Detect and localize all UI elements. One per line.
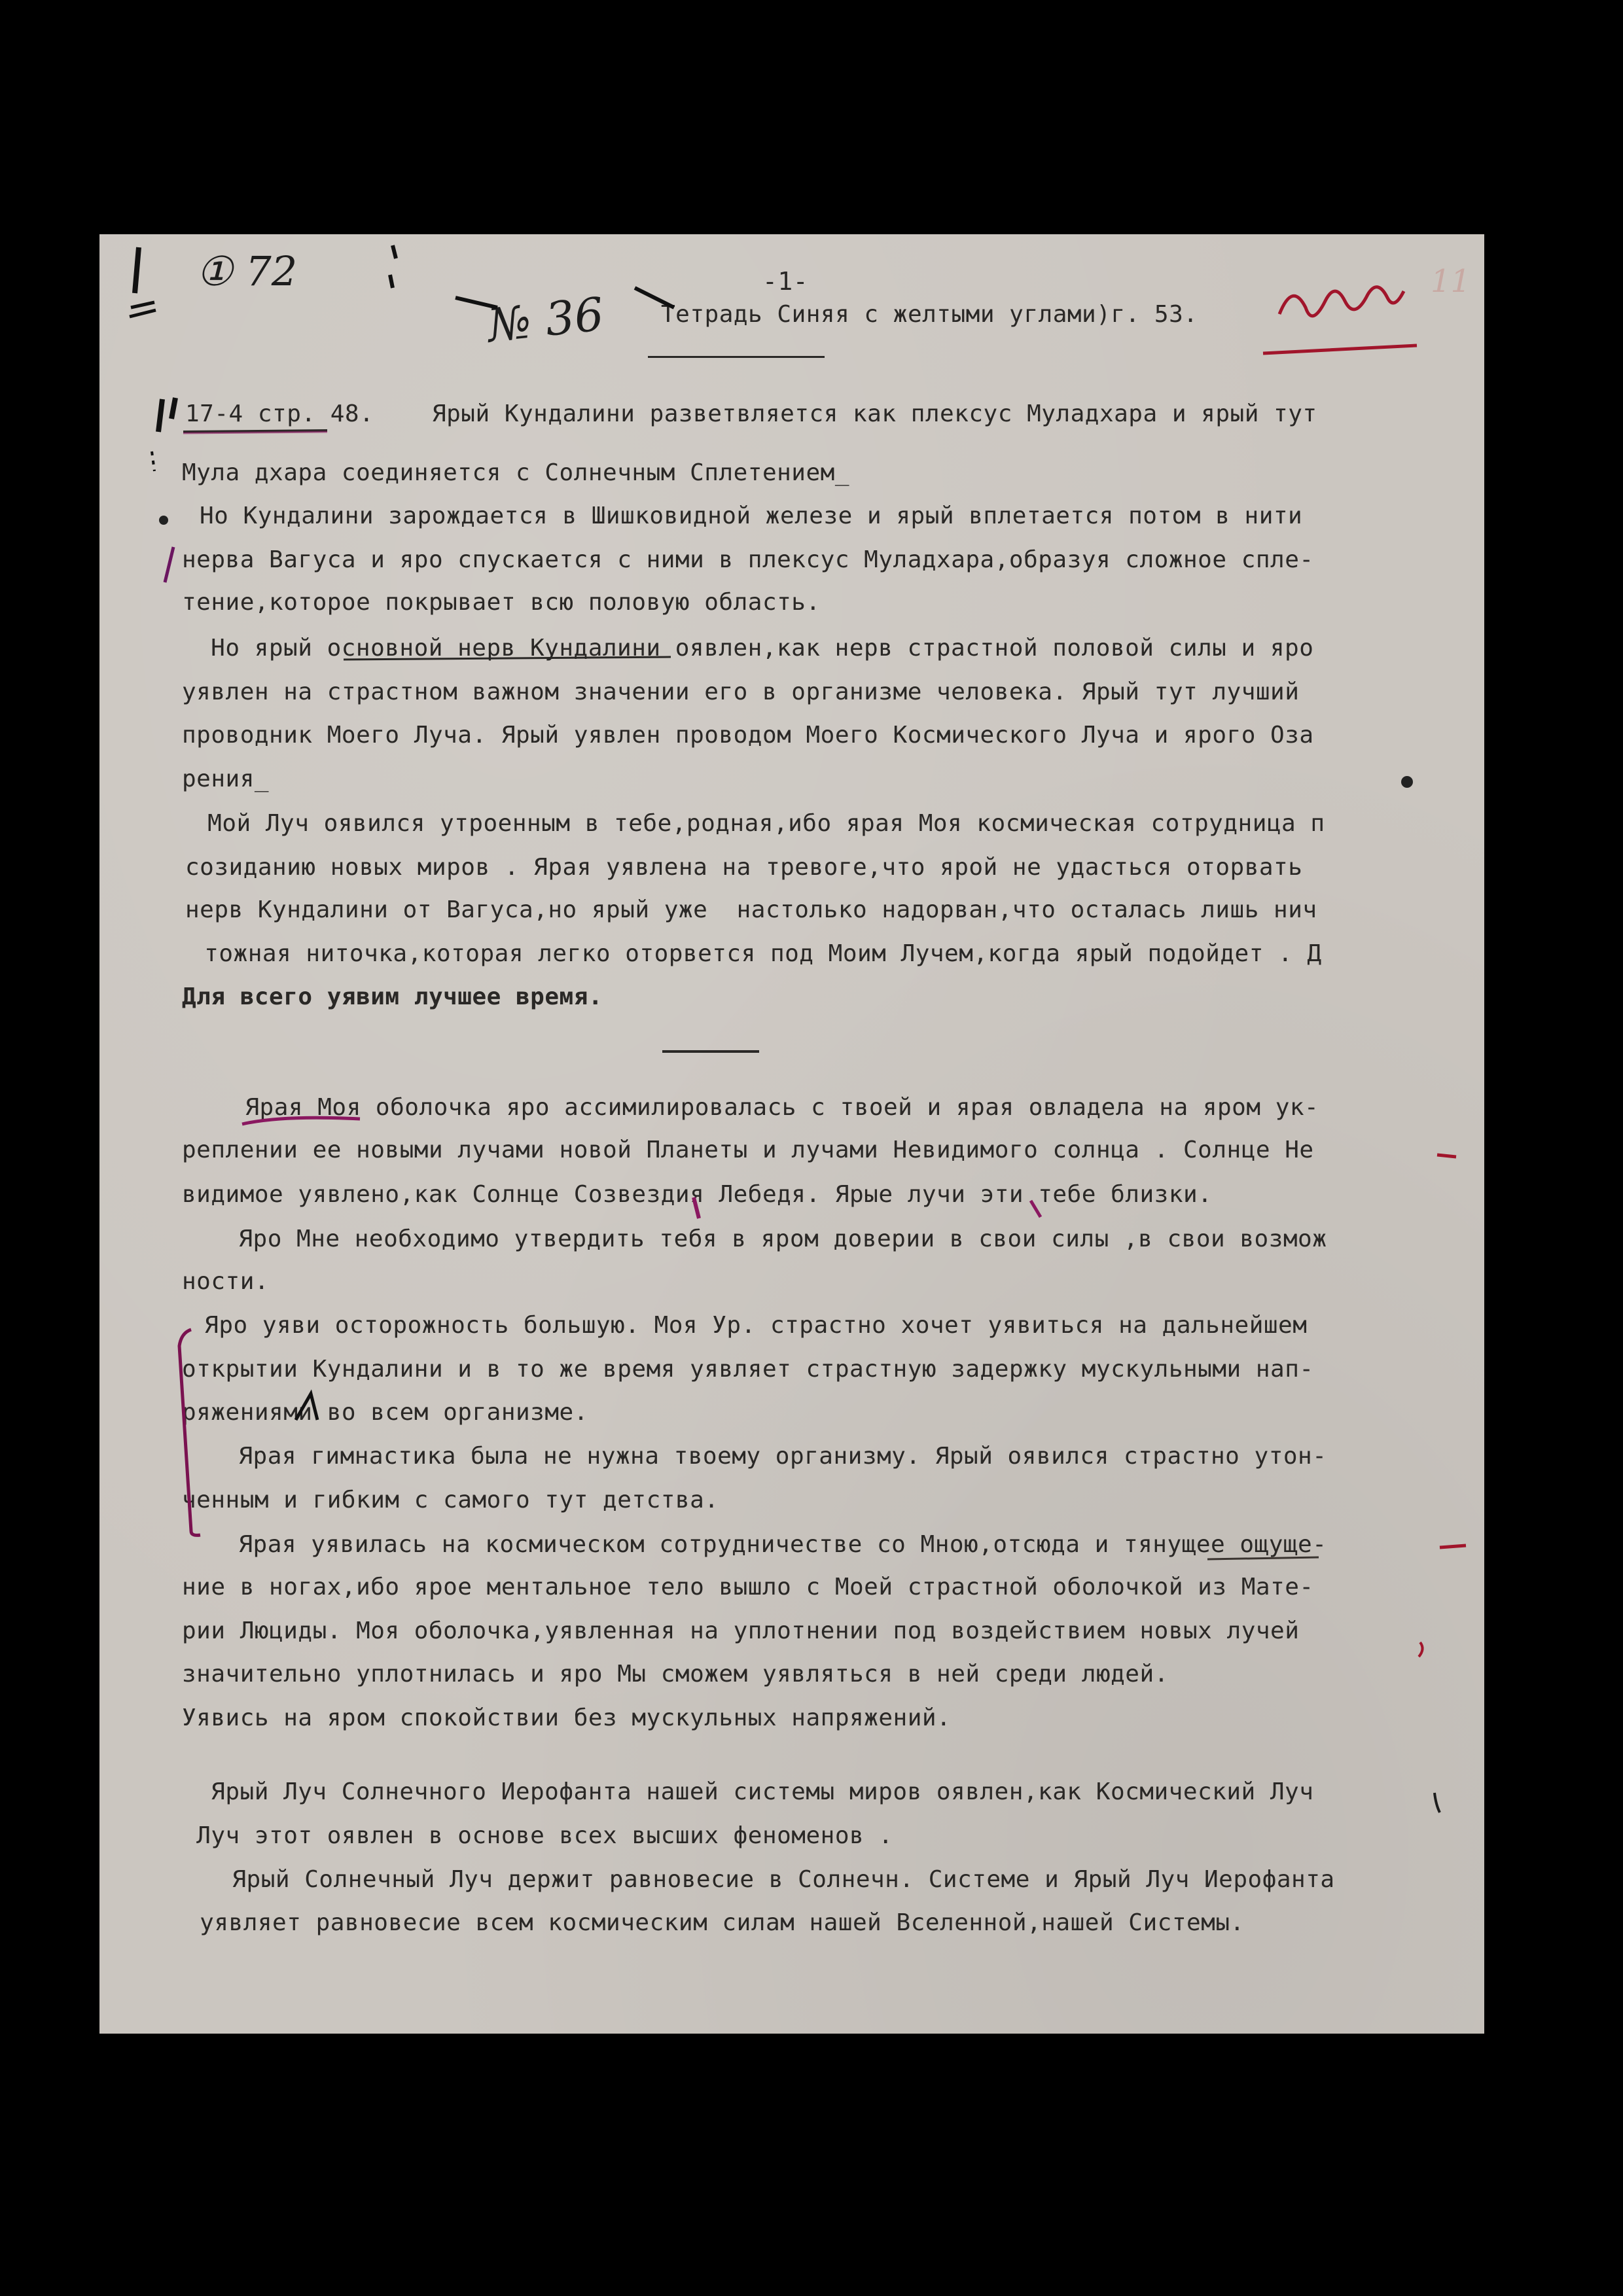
- text-line: нерва Вагуса и яро спускается с ними в плексус Муладхара,образуя сложное спле-: [182, 546, 1314, 573]
- section-divider: [662, 1050, 759, 1053]
- text-line: нерв Кундалини от Вагуса,но ярый уже настолько надорван,что осталась лишь нич: [185, 896, 1317, 923]
- text-line: Ярая Моя оболочка яро ассимилировалась с твоей и ярая овладела на яром ук-: [216, 1094, 1319, 1121]
- text-line: Мула дхара соединяется с Солнечным Сплетением_: [182, 459, 849, 486]
- title-underline: [648, 356, 825, 358]
- text-line: Яро уяви осторожность большую. Моя Ур. страстно хочет уявиться на дальнейшем: [190, 1312, 1308, 1339]
- notebook-number: № 36: [485, 287, 607, 353]
- text-line: уявляет равновесие всем космическим силам нашей Вселенной,нашей Системы.: [185, 1909, 1245, 1936]
- text-line: Уявись на яром спокойствии без мускульных напряжений.: [182, 1704, 952, 1731]
- text-line: 17-4 стр. 48. Ярый Кундалини разветвляется как плексус Муладхара и ярый тут: [185, 400, 1317, 427]
- text-line: проводник Моего Луча. Ярый уявлен проводом Моего Космического Луча и ярого Оза: [182, 722, 1314, 749]
- text-line: ние в ногах,ибо ярое ментальное тело вышло с Моей страстной оболочкой из Мате-: [182, 1574, 1314, 1600]
- text-line: тение,которое покрывает всю половую область.: [182, 589, 821, 616]
- text-line: ряжениями во всем организме.: [182, 1399, 588, 1426]
- page-number: -1-: [762, 267, 809, 296]
- text-line: Ярый Солнечный Луч держит равновесие в Солнечн. Системе и Ярый Луч Иерофанта: [203, 1866, 1335, 1893]
- text-line: Яро Мне необходимо утвердить тебя в яром доверии в свои силы ,в свои возмож: [209, 1226, 1327, 1252]
- text-line: Мой Луч оявился утроенным в тебе,родная,ибо ярая Моя космическая сотрудница п: [193, 810, 1325, 837]
- text-line: рии Люциды. Моя оболочка,уявленная на уплотнении под воздействием новых лучей: [182, 1617, 1300, 1644]
- text-line: Ярая уявилась на космическом сотрудничестве со Мною,отсюда и тянущее ощуще-: [209, 1531, 1327, 1558]
- text-line: созиданию новых миров . Ярая уявлена на тревоге,что ярой не удасться оторвать: [185, 854, 1303, 881]
- text-line: значительно уплотнилась и яро Мы сможем уявляться в ней среди людей.: [182, 1661, 1169, 1687]
- text-line: уявлен на страстном важном значении его в организме человека. Ярый тут лучший: [182, 679, 1300, 705]
- archive-number: ① 72: [196, 247, 298, 295]
- text-line: Но Кундалини зарождается в Шишковидной железе и ярый вплетается потом в нити: [200, 503, 1303, 529]
- text-line: ченным и гибким с самого тут детства.: [182, 1487, 719, 1513]
- sheet-number: 11: [1431, 263, 1471, 300]
- text-line: Ярая гимнастика была не нужна твоему организму. Ярый оявился страстно утон-: [209, 1443, 1327, 1470]
- text-line: рения_: [182, 766, 270, 792]
- text-line: ности.: [182, 1268, 270, 1295]
- text-line: тожная ниточка,которая легко оторвется под Моим Лучем,когда ярый подойдет . Д: [190, 940, 1322, 967]
- text-line: видимое уявлено,как Солнце Созвездия Лебедя. Ярые лучи эти тебе близки.: [182, 1181, 1213, 1208]
- text-line: Ярый Луч Солнечного Иерофанта нашей системы миров оявлен,как Космический Луч: [196, 1778, 1314, 1805]
- text-line: Но ярый основной нерв Кундалини оявлен,как нерв страстной половой силы и яро: [196, 635, 1314, 662]
- text-line: реплении ее новыми лучами новой Планеты и лучами Невидимого солнца . Солнце Не: [182, 1137, 1314, 1163]
- document-title: Тетрадь Синяя с желтыми углами)г. 53.: [661, 301, 1198, 328]
- text-line: Луч этот оявлен в основе всех высших феноменов .: [182, 1822, 893, 1849]
- text-line: открытии Кундалини и в то же время уявляет страстную задержку мускульными нап-: [182, 1356, 1314, 1383]
- text-line: Для всего уявим лучшее время.: [182, 983, 603, 1010]
